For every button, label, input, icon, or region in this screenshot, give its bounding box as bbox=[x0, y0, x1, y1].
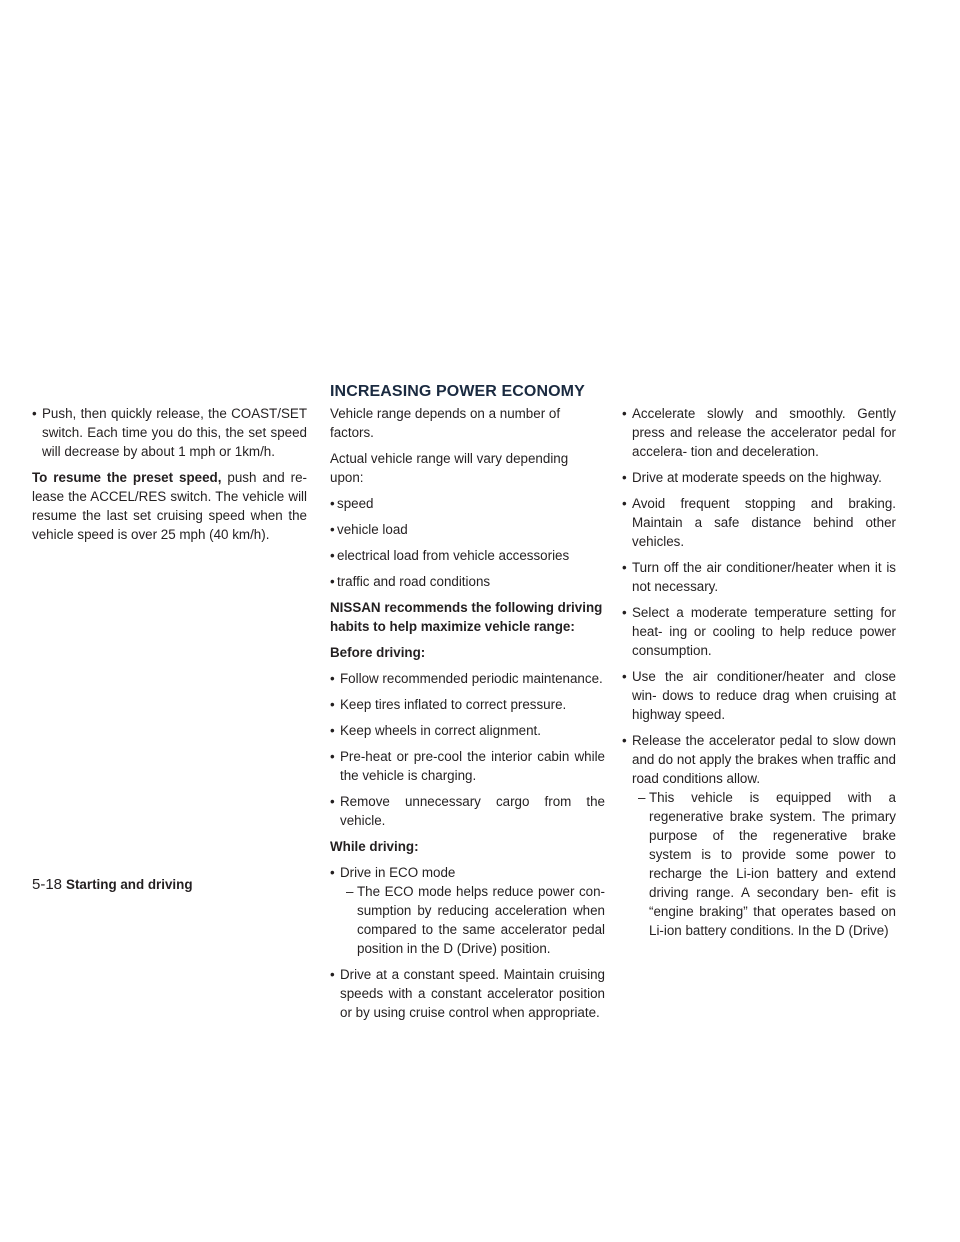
before-item: • Follow recommended periodic maintenance. bbox=[330, 669, 605, 688]
driving-tip: • Avoid frequent stopping and braking. Maintain a safe distance behind other vehicles. bbox=[622, 494, 896, 551]
resume-paragraph bbox=[32, 468, 307, 544]
regenerative-brake-subitem: – This vehicle is equipped with a regenerative brake system. The primary purpose of the regenerative brake system is to provide some power to recharge the Li-ion battery and extend driving range. A secondary ben- efit is “engine braking” that operates based on Li-ion battery conditions. In the D (Drive) bbox=[622, 788, 896, 940]
before-item: • Pre-heat or pre-cool the interior cabin while the vehicle is charging. bbox=[330, 747, 605, 785]
eco-mode-subitem: – The ECO mode helps reduce power con- sumption by reducing acceleration when compared to the same accelerator pedal position in the D (Drive) position. bbox=[330, 882, 605, 958]
driving-tip: • Select a moderate temperature setting for heat- ing or cooling to help reduce power consumption. bbox=[622, 603, 896, 660]
constant-speed-item: • Drive at a constant speed. Maintain cruising speeds with a constant accelerator position or by using cruise control when appropriate. bbox=[330, 965, 605, 1022]
intro-vary: Actual vehicle range will vary depending upon: bbox=[330, 451, 569, 485]
factor-item: • vehicle load bbox=[330, 520, 605, 539]
driving-tip: • Release the accelerator pedal to slow down and do not apply the brakes when traffic and road conditions allow. bbox=[622, 731, 896, 788]
driving-tip: • Turn off the air conditioner/heater when it is not necessary. bbox=[622, 558, 896, 596]
driving-tip: • Drive at moderate speeds on the highway. bbox=[622, 468, 896, 487]
before-driving-heading: Before driving: bbox=[330, 645, 426, 660]
recommendation-heading: NISSAN recommends the following driving habits to help maximize vehicle range: bbox=[330, 600, 603, 634]
page-number: 5-18 bbox=[32, 876, 63, 893]
before-item: • Remove unnecessary cargo from the vehicle. bbox=[330, 792, 605, 830]
eco-mode-item: • Drive in ECO mode bbox=[330, 863, 605, 882]
page-footer bbox=[32, 876, 193, 894]
before-item: • Keep tires inflated to correct pressure. bbox=[330, 695, 605, 714]
intro-factors: Vehicle range depends on a number of factors. bbox=[330, 406, 561, 440]
driving-tip: • Accelerate slowly and smoothly. Gently press and release the accelerator pedal for accelera- tion and deceleration. bbox=[622, 404, 896, 461]
factor-item: • electrical load from vehicle accessories bbox=[330, 546, 605, 565]
column-left bbox=[32, 404, 307, 551]
factor-item: • speed bbox=[330, 494, 605, 513]
factor-item: • traffic and road conditions bbox=[330, 572, 605, 591]
section-title: Starting and driving bbox=[66, 877, 193, 892]
column-right bbox=[622, 404, 896, 947]
while-driving-heading: While driving: bbox=[330, 839, 419, 854]
before-item: • Keep wheels in correct alignment. bbox=[330, 721, 605, 740]
coast-set-bullet: • Push, then quickly release, the COAST/SET switch. Each time you do this, the set speed will decrease by about 1 mph or 1km/h. bbox=[32, 404, 307, 461]
driving-tip: • Use the air conditioner/heater and close win- dows to reduce drag when cruising at highway speed. bbox=[622, 667, 896, 724]
column-middle bbox=[330, 404, 605, 1029]
resume-text: push and re- lease the ACCEL/RES switch. The vehicle will resume the last set cruising speed when the vehicle speed is over 25 mph (40 km/h). bbox=[32, 470, 308, 542]
section-heading: INCREASING POWER ECONOMY bbox=[330, 383, 585, 400]
resume-lead: To resume the preset speed, bbox=[32, 470, 222, 485]
